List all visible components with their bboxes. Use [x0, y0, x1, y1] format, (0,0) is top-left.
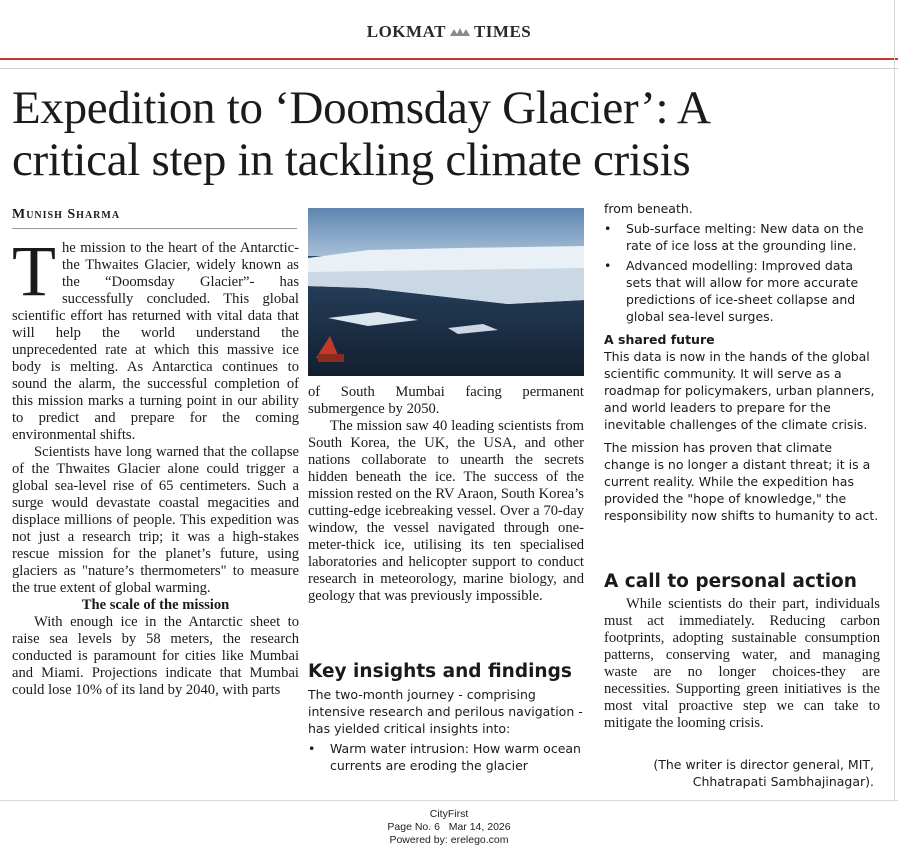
byline-rule — [12, 228, 297, 229]
bullet-text: Sub-surface melting: New data on the rate of ice loss at the grounding line. — [626, 221, 864, 253]
masthead-rule-thin — [0, 68, 898, 69]
heading-shared-future: A shared future — [604, 332, 715, 347]
footer-edition: CityFirst — [429, 808, 469, 820]
subhead-scale: The scale of the mission — [81, 597, 230, 613]
paragraph-ice-sheet: With enough ice in the Antarctic sheet to raise sea levels by 58 meters, the research conducted is paramount for cities like Mumbai and Miami. Projections indicate that Mumbai could lose 10% of its land by 2040, with parts — [12, 614, 299, 698]
footer — [0, 808, 898, 847]
intro-text: he mission to the heart of the Antarctic-the Thwaites Glacier, widely known as the “Doomsday Glacier”- has successfully concluded. This global scientific effort has returned with vital data that will help the world understand the unprecedented rate at which this massive ice body is melting. As Antarctica continues to sound the alarm, the successful completion of this mission marks a turning point in our ability to predict and prepare for the coming environmental shifts. — [12, 240, 299, 443]
column-1 — [12, 231, 299, 699]
byline: Munish Sharma — [12, 207, 121, 222]
bullet-continuation: from beneath. — [604, 201, 693, 216]
masthead-logo — [0, 22, 898, 42]
footer-date: Mar 14, 2026 — [448, 821, 511, 833]
masthead-rule — [0, 58, 898, 60]
bullet-dot: • — [604, 258, 612, 273]
column-3-top — [604, 200, 880, 524]
writer-signoff: (The writer is director general, MIT, Chhatrapati Sambhajinagar). — [653, 757, 874, 789]
bullet-dot: • — [308, 741, 316, 756]
column-3-bottom — [604, 596, 880, 732]
footer-page-date — [0, 821, 898, 834]
heading-key-insights: Key insights and findings — [308, 661, 572, 682]
bullet-modelling — [604, 257, 880, 325]
column-2 — [308, 384, 584, 605]
paragraph-mission: The mission saw 40 leading scientists from South Korea, the UK, the USA, and other nations collaborate to unearth the secrets hidden beneath the ice. The success of the mission rested on the RV Araon, South Korea’s cutting-edge icebreaking vessel. Over a 70-day window, the vessel navigated through one-meter-thick ice, utilising its ten specialised laboratories and helicopter support to conduct research in meteorology, marine biology, and geology that was previously impossible. — [308, 418, 584, 604]
headline-line-1: Expedition to ‘Doomsday Glacier’: A — [12, 82, 711, 134]
masthead-right: TIMES — [473, 22, 532, 41]
footer-powered: Powered by: erelego.com — [389, 834, 509, 846]
bullet-text: Warm water intrusion: How warm ocean currents are eroding the glacier — [330, 741, 581, 773]
bullet-warm-water — [308, 740, 584, 774]
heading-call-to-action: A call to personal action — [604, 571, 857, 592]
footer-page: Page No. 6 — [387, 821, 440, 833]
paragraph-mumbai-cont: of South Mumbai facing permanent submergence by 2050. — [308, 384, 584, 417]
headline-line-2: critical step in tackling climate crisis — [12, 134, 691, 186]
masthead-left: LOKMAT — [366, 22, 446, 41]
headline — [12, 82, 892, 186]
paragraph-shared-2: The mission has proven that climate change is no longer a distant threat; it is a current reality. While the expedition has provided the "hope of knowledge," the responsibility now shifts to humanity to act. — [604, 440, 879, 523]
key-insights-block — [308, 686, 584, 774]
intro-paragraph — [12, 231, 299, 444]
clipping-border-right — [894, 0, 895, 800]
paragraph-scientists: Scientists have long warned that the collapse of the Thwaites Glacier alone could trigger a global sea-level rise of 65 centimeters. Such a surge would devastate coastal megacities and displace millions of people. This expedition was not just a research trip; it was a high-stakes rescue mission for the planet’s future, using glaciers as "nature’s thermometers" to measure the true extent of global warming. — [12, 444, 299, 596]
bullet-sub-surface — [604, 220, 880, 254]
paragraph-shared-1: This data is now in the hands of the global scientific community. It will serve as a roadmap for policymakers, urban planners, and world leaders to prepare for the inevitable challenges of the climate crisis. — [604, 349, 875, 432]
glacier-photo — [308, 208, 584, 376]
bullet-dot: • — [604, 221, 612, 236]
masthead-emblem-icon — [448, 26, 472, 38]
clipping-border-bottom — [0, 800, 898, 801]
paragraph-call-to-action: While scientists do their part, individuals must act immediately. Reducing carbon footprints, adopting sustainable consumption patterns, conserving water, and managing waste are no longer choices-they are necessities. Supporting green initiatives is the most vital proactive step we can take to mitigate the looming crisis. — [604, 596, 880, 731]
bullet-text: Advanced modelling: Improved data sets that will allow for more accurate predictions of ice-sheet collapse and global sea-level surges. — [626, 258, 859, 324]
drop-cap: T — [12, 231, 56, 311]
masthead — [0, 0, 898, 60]
key-insights-intro: The two-month journey - comprising intensive research and perilous navigation - has yielded critical insights into: — [308, 687, 583, 736]
